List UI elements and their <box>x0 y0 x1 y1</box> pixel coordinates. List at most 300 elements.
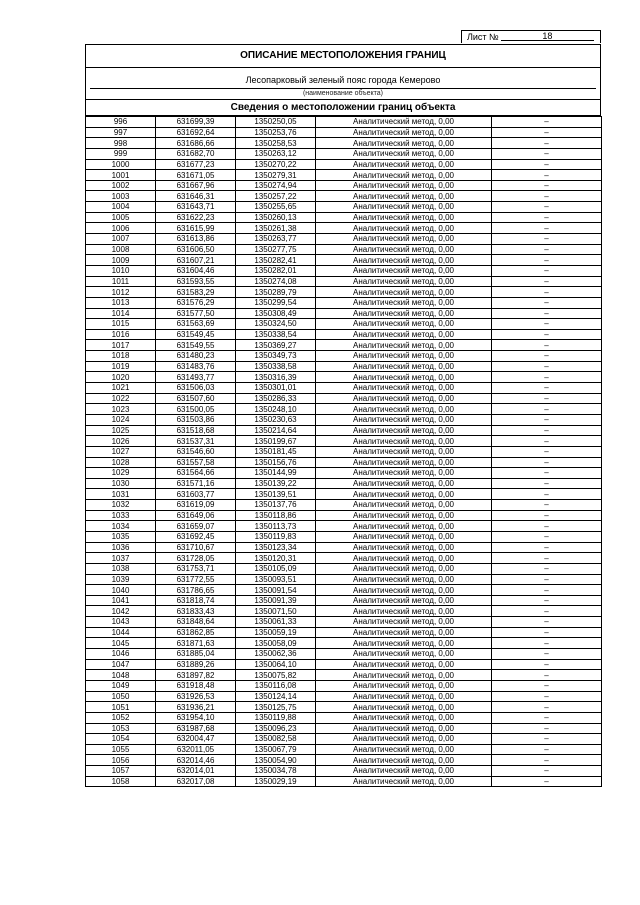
point-number-cell: 1037 <box>86 553 156 564</box>
method-cell: Аналитический метод, 0,00 <box>316 340 492 351</box>
precision-cell: – <box>492 649 602 660</box>
point-number-cell: 1016 <box>86 329 156 340</box>
table-row <box>86 170 602 181</box>
method-cell: Аналитический метод, 0,00 <box>316 766 492 777</box>
point-number-cell: 1008 <box>86 244 156 255</box>
table-row <box>86 127 602 138</box>
precision-cell: – <box>492 457 602 468</box>
x-coordinate-cell: 631613,86 <box>156 234 236 245</box>
method-cell: Аналитический метод, 0,00 <box>316 404 492 415</box>
method-cell: Аналитический метод, 0,00 <box>316 297 492 308</box>
point-number-cell: 1036 <box>86 542 156 553</box>
table-row <box>86 680 602 691</box>
x-coordinate-cell: 631549,55 <box>156 340 236 351</box>
precision-cell: – <box>492 500 602 511</box>
table-row <box>86 553 602 564</box>
method-cell: Аналитический метод, 0,00 <box>316 319 492 330</box>
table-row <box>86 617 602 628</box>
method-cell: Аналитический метод, 0,00 <box>316 457 492 468</box>
precision-cell: – <box>492 276 602 287</box>
table-row <box>86 404 602 415</box>
y-coordinate-cell: 1350248,10 <box>236 404 316 415</box>
table-row <box>86 776 602 787</box>
table-row <box>86 138 602 149</box>
point-number-cell: 1052 <box>86 712 156 723</box>
method-cell: Аналитический метод, 0,00 <box>316 723 492 734</box>
method-cell: Аналитический метод, 0,00 <box>316 148 492 159</box>
y-coordinate-cell: 1350260,13 <box>236 212 316 223</box>
document-header <box>85 44 601 116</box>
x-coordinate-cell: 632017,08 <box>156 776 236 787</box>
x-coordinate-cell: 631885,04 <box>156 649 236 660</box>
method-cell: Аналитический метод, 0,00 <box>316 255 492 266</box>
y-coordinate-cell: 1350214,64 <box>236 425 316 436</box>
table-row <box>86 510 602 521</box>
table-row <box>86 340 602 351</box>
precision-cell: – <box>492 446 602 457</box>
precision-cell: – <box>492 563 602 574</box>
precision-cell: – <box>492 170 602 181</box>
method-cell: Аналитический метод, 0,00 <box>316 468 492 479</box>
precision-cell: – <box>492 393 602 404</box>
x-coordinate-cell: 631564,66 <box>156 468 236 479</box>
method-cell: Аналитический метод, 0,00 <box>316 287 492 298</box>
x-coordinate-cell: 631848,64 <box>156 617 236 628</box>
point-number-cell: 1034 <box>86 521 156 532</box>
x-coordinate-cell: 631710,67 <box>156 542 236 553</box>
method-cell: Аналитический метод, 0,00 <box>316 531 492 542</box>
precision-cell: – <box>492 361 602 372</box>
y-coordinate-cell: 1350257,22 <box>236 191 316 202</box>
method-cell: Аналитический метод, 0,00 <box>316 574 492 585</box>
table-row <box>86 574 602 585</box>
point-number-cell: 1009 <box>86 255 156 266</box>
x-coordinate-cell: 631483,76 <box>156 361 236 372</box>
method-cell: Аналитический метод, 0,00 <box>316 712 492 723</box>
table-row <box>86 159 602 170</box>
x-coordinate-cell: 631546,60 <box>156 446 236 457</box>
point-number-cell: 1044 <box>86 627 156 638</box>
y-coordinate-cell: 1350113,73 <box>236 521 316 532</box>
table-row <box>86 744 602 755</box>
y-coordinate-cell: 1350062,36 <box>236 649 316 660</box>
method-cell: Аналитический метод, 0,00 <box>316 617 492 628</box>
precision-cell: – <box>492 755 602 766</box>
point-number-cell: 1018 <box>86 351 156 362</box>
x-coordinate-cell: 631862,85 <box>156 627 236 638</box>
point-number-cell: 996 <box>86 117 156 128</box>
point-number-cell: 1014 <box>86 308 156 319</box>
precision-cell: – <box>492 255 602 266</box>
method-cell: Аналитический метод, 0,00 <box>316 489 492 500</box>
x-coordinate-cell: 631786,65 <box>156 585 236 596</box>
y-coordinate-cell: 1350199,67 <box>236 436 316 447</box>
table-row <box>86 255 602 266</box>
precision-cell: – <box>492 468 602 479</box>
table-row <box>86 148 602 159</box>
y-coordinate-cell: 1350082,58 <box>236 734 316 745</box>
y-coordinate-cell: 1350299,54 <box>236 297 316 308</box>
method-cell: Аналитический метод, 0,00 <box>316 383 492 394</box>
y-coordinate-cell: 1350230,63 <box>236 414 316 425</box>
y-coordinate-cell: 1350301,01 <box>236 383 316 394</box>
point-number-cell: 1046 <box>86 649 156 660</box>
method-cell: Аналитический метод, 0,00 <box>316 606 492 617</box>
y-coordinate-cell: 1350139,51 <box>236 489 316 500</box>
method-cell: Аналитический метод, 0,00 <box>316 755 492 766</box>
method-cell: Аналитический метод, 0,00 <box>316 478 492 489</box>
precision-cell: – <box>492 351 602 362</box>
x-coordinate-cell: 631604,46 <box>156 265 236 276</box>
table-row <box>86 329 602 340</box>
table-row <box>86 638 602 649</box>
table-row <box>86 383 602 394</box>
table-row <box>86 202 602 213</box>
point-number-cell: 1019 <box>86 361 156 372</box>
x-coordinate-cell: 631677,23 <box>156 159 236 170</box>
y-coordinate-cell: 1350105,09 <box>236 563 316 574</box>
table-row <box>86 180 602 191</box>
point-number-cell: 1050 <box>86 691 156 702</box>
x-coordinate-cell: 631577,50 <box>156 308 236 319</box>
y-coordinate-cell: 1350091,39 <box>236 595 316 606</box>
method-cell: Аналитический метод, 0,00 <box>316 734 492 745</box>
table-row <box>86 649 602 660</box>
point-number-cell: 1005 <box>86 212 156 223</box>
table-row <box>86 372 602 383</box>
table-row <box>86 361 602 372</box>
point-number-cell: 1027 <box>86 446 156 457</box>
table-row <box>86 489 602 500</box>
precision-cell: – <box>492 212 602 223</box>
point-number-cell: 1017 <box>86 340 156 351</box>
table-row <box>86 627 602 638</box>
precision-cell: – <box>492 191 602 202</box>
precision-cell: – <box>492 478 602 489</box>
precision-cell: – <box>492 553 602 564</box>
y-coordinate-cell: 1350124,14 <box>236 691 316 702</box>
point-number-cell: 1028 <box>86 457 156 468</box>
method-cell: Аналитический метод, 0,00 <box>316 138 492 149</box>
precision-cell: – <box>492 414 602 425</box>
table-row <box>86 212 602 223</box>
y-coordinate-cell: 1350139,22 <box>236 478 316 489</box>
x-coordinate-cell: 631987,68 <box>156 723 236 734</box>
table-row <box>86 712 602 723</box>
precision-cell: – <box>492 670 602 681</box>
x-coordinate-cell: 632014,46 <box>156 755 236 766</box>
x-coordinate-cell: 631686,66 <box>156 138 236 149</box>
precision-cell: – <box>492 234 602 245</box>
table-row <box>86 563 602 574</box>
precision-cell: – <box>492 595 602 606</box>
precision-cell: – <box>492 383 602 394</box>
method-cell: Аналитический метод, 0,00 <box>316 223 492 234</box>
method-cell: Аналитический метод, 0,00 <box>316 744 492 755</box>
table-row <box>86 244 602 255</box>
precision-cell: – <box>492 329 602 340</box>
y-coordinate-cell: 1350255,65 <box>236 202 316 213</box>
precision-cell: – <box>492 734 602 745</box>
y-coordinate-cell: 1350120,31 <box>236 553 316 564</box>
precision-cell: – <box>492 287 602 298</box>
y-coordinate-cell: 1350369,27 <box>236 340 316 351</box>
point-number-cell: 1045 <box>86 638 156 649</box>
y-coordinate-cell: 1350282,01 <box>236 265 316 276</box>
x-coordinate-cell: 631772,55 <box>156 574 236 585</box>
method-cell: Аналитический метод, 0,00 <box>316 265 492 276</box>
table-row <box>86 436 602 447</box>
table-row <box>86 457 602 468</box>
table-row <box>86 223 602 234</box>
method-cell: Аналитический метод, 0,00 <box>316 308 492 319</box>
method-cell: Аналитический метод, 0,00 <box>316 680 492 691</box>
x-coordinate-cell: 631649,06 <box>156 510 236 521</box>
precision-cell: – <box>492 117 602 128</box>
point-number-cell: 1015 <box>86 319 156 330</box>
table-row <box>86 308 602 319</box>
precision-cell: – <box>492 617 602 628</box>
y-coordinate-cell: 1350258,53 <box>236 138 316 149</box>
point-number-cell: 1041 <box>86 595 156 606</box>
x-coordinate-cell: 632004,47 <box>156 734 236 745</box>
x-coordinate-cell: 631954,10 <box>156 712 236 723</box>
x-coordinate-cell: 631699,39 <box>156 117 236 128</box>
method-cell: Аналитический метод, 0,00 <box>316 414 492 425</box>
method-cell: Аналитический метод, 0,00 <box>316 521 492 532</box>
precision-cell: – <box>492 202 602 213</box>
y-coordinate-cell: 1350261,38 <box>236 223 316 234</box>
precision-cell: – <box>492 372 602 383</box>
table-row <box>86 691 602 702</box>
point-number-cell: 1032 <box>86 500 156 511</box>
method-cell: Аналитический метод, 0,00 <box>316 361 492 372</box>
x-coordinate-cell: 631897,82 <box>156 670 236 681</box>
point-number-cell: 1031 <box>86 489 156 500</box>
x-coordinate-cell: 631643,71 <box>156 202 236 213</box>
precision-cell: – <box>492 776 602 787</box>
y-coordinate-cell: 1350308,49 <box>236 308 316 319</box>
point-number-cell: 1021 <box>86 383 156 394</box>
method-cell: Аналитический метод, 0,00 <box>316 446 492 457</box>
table-row <box>86 234 602 245</box>
y-coordinate-cell: 1350253,76 <box>236 127 316 138</box>
y-coordinate-cell: 1350263,77 <box>236 234 316 245</box>
x-coordinate-cell: 631537,31 <box>156 436 236 447</box>
precision-cell: – <box>492 627 602 638</box>
x-coordinate-cell: 631563,69 <box>156 319 236 330</box>
method-cell: Аналитический метод, 0,00 <box>316 351 492 362</box>
method-cell: Аналитический метод, 0,00 <box>316 659 492 670</box>
point-number-cell: 999 <box>86 148 156 159</box>
y-coordinate-cell: 1350279,31 <box>236 170 316 181</box>
method-cell: Аналитический метод, 0,00 <box>316 329 492 340</box>
method-cell: Аналитический метод, 0,00 <box>316 127 492 138</box>
y-coordinate-cell: 1350277,75 <box>236 244 316 255</box>
point-number-cell: 1048 <box>86 670 156 681</box>
precision-cell: – <box>492 138 602 149</box>
method-cell: Аналитический метод, 0,00 <box>316 180 492 191</box>
precision-cell: – <box>492 489 602 500</box>
table-row <box>86 734 602 745</box>
method-cell: Аналитический метод, 0,00 <box>316 670 492 681</box>
x-coordinate-cell: 631926,53 <box>156 691 236 702</box>
x-coordinate-cell: 631493,77 <box>156 372 236 383</box>
table-row <box>86 478 602 489</box>
point-number-cell: 1049 <box>86 680 156 691</box>
method-cell: Аналитический метод, 0,00 <box>316 702 492 713</box>
precision-cell: – <box>492 691 602 702</box>
table-row <box>86 297 602 308</box>
method-cell: Аналитический метод, 0,00 <box>316 393 492 404</box>
point-number-cell: 1043 <box>86 617 156 628</box>
table-row <box>86 766 602 777</box>
y-coordinate-cell: 1350064,10 <box>236 659 316 670</box>
table-row <box>86 500 602 511</box>
table-row <box>86 414 602 425</box>
precision-cell: – <box>492 308 602 319</box>
y-coordinate-cell: 1350096,23 <box>236 723 316 734</box>
y-coordinate-cell: 1350289,79 <box>236 287 316 298</box>
point-number-cell: 1012 <box>86 287 156 298</box>
x-coordinate-cell: 631833,43 <box>156 606 236 617</box>
table-row <box>86 595 602 606</box>
x-coordinate-cell: 631692,64 <box>156 127 236 138</box>
precision-cell: – <box>492 723 602 734</box>
method-cell: Аналитический метод, 0,00 <box>316 117 492 128</box>
point-number-cell: 1007 <box>86 234 156 245</box>
point-number-cell: 1047 <box>86 659 156 670</box>
table-row <box>86 287 602 298</box>
y-coordinate-cell: 1350116,08 <box>236 680 316 691</box>
x-coordinate-cell: 631871,63 <box>156 638 236 649</box>
method-cell: Аналитический метод, 0,00 <box>316 372 492 383</box>
y-coordinate-cell: 1350071,50 <box>236 606 316 617</box>
table-row <box>86 531 602 542</box>
table-row <box>86 393 602 404</box>
y-coordinate-cell: 1350156,76 <box>236 457 316 468</box>
x-coordinate-cell: 631607,21 <box>156 255 236 266</box>
precision-cell: – <box>492 127 602 138</box>
y-coordinate-cell: 1350118,86 <box>236 510 316 521</box>
x-coordinate-cell: 631692,45 <box>156 531 236 542</box>
table-row <box>86 702 602 713</box>
point-number-cell: 1058 <box>86 776 156 787</box>
coordinates-table <box>85 116 602 787</box>
method-cell: Аналитический метод, 0,00 <box>316 553 492 564</box>
point-number-cell: 1056 <box>86 755 156 766</box>
x-coordinate-cell: 631593,55 <box>156 276 236 287</box>
y-coordinate-cell: 1350075,82 <box>236 670 316 681</box>
table-row <box>86 521 602 532</box>
precision-cell: – <box>492 702 602 713</box>
point-number-cell: 998 <box>86 138 156 149</box>
point-number-cell: 1000 <box>86 159 156 170</box>
table-row <box>86 117 602 128</box>
method-cell: Аналитический метод, 0,00 <box>316 595 492 606</box>
y-coordinate-cell: 1350324,50 <box>236 319 316 330</box>
document-page <box>85 30 601 787</box>
precision-cell: – <box>492 744 602 755</box>
precision-cell: – <box>492 585 602 596</box>
y-coordinate-cell: 1350338,54 <box>236 329 316 340</box>
precision-cell: – <box>492 712 602 723</box>
precision-cell: – <box>492 180 602 191</box>
x-coordinate-cell: 631557,58 <box>156 457 236 468</box>
x-coordinate-cell: 631646,31 <box>156 191 236 202</box>
point-number-cell: 1029 <box>86 468 156 479</box>
method-cell: Аналитический метод, 0,00 <box>316 542 492 553</box>
sheet-number-box <box>461 30 601 43</box>
precision-cell: – <box>492 404 602 415</box>
point-number-cell: 1013 <box>86 297 156 308</box>
method-cell: Аналитический метод, 0,00 <box>316 170 492 181</box>
y-coordinate-cell: 1350119,88 <box>236 712 316 723</box>
precision-cell: – <box>492 659 602 670</box>
table-row <box>86 446 602 457</box>
y-coordinate-cell: 1350123,34 <box>236 542 316 553</box>
x-coordinate-cell: 631571,16 <box>156 478 236 489</box>
table-row <box>86 276 602 287</box>
y-coordinate-cell: 1350349,73 <box>236 351 316 362</box>
x-coordinate-cell: 631728,05 <box>156 553 236 564</box>
y-coordinate-cell: 1350034,78 <box>236 766 316 777</box>
document-title: ОПИСАНИЕ МЕСТОПОЛОЖЕНИЯ ГРАНИЦ <box>86 45 600 68</box>
precision-cell: – <box>492 265 602 276</box>
y-coordinate-cell: 1350058,09 <box>236 638 316 649</box>
method-cell: Аналитический метод, 0,00 <box>316 500 492 511</box>
method-cell: Аналитический метод, 0,00 <box>316 776 492 787</box>
y-coordinate-cell: 1350059,19 <box>236 627 316 638</box>
table-row <box>86 542 602 553</box>
y-coordinate-cell: 1350250,05 <box>236 117 316 128</box>
table-row <box>86 319 602 330</box>
sheet-number: 18 <box>501 31 594 41</box>
method-cell: Аналитический метод, 0,00 <box>316 585 492 596</box>
coordinates-table-body <box>86 117 602 787</box>
precision-cell: – <box>492 148 602 159</box>
x-coordinate-cell: 631889,26 <box>156 659 236 670</box>
method-cell: Аналитический метод, 0,00 <box>316 234 492 245</box>
table-row <box>86 755 602 766</box>
y-coordinate-cell: 1350274,08 <box>236 276 316 287</box>
table-row <box>86 265 602 276</box>
point-number-cell: 1026 <box>86 436 156 447</box>
method-cell: Аналитический метод, 0,00 <box>316 563 492 574</box>
x-coordinate-cell: 631518,68 <box>156 425 236 436</box>
point-number-cell: 1004 <box>86 202 156 213</box>
point-number-cell: 1022 <box>86 393 156 404</box>
y-coordinate-cell: 1350282,41 <box>236 255 316 266</box>
precision-cell: – <box>492 159 602 170</box>
precision-cell: – <box>492 510 602 521</box>
precision-cell: – <box>492 340 602 351</box>
object-name: Лесопарковый зеленый пояс города Кемерово <box>245 75 441 85</box>
method-cell: Аналитический метод, 0,00 <box>316 436 492 447</box>
point-number-cell: 1024 <box>86 414 156 425</box>
point-number-cell: 1055 <box>86 744 156 755</box>
y-coordinate-cell: 1350338,58 <box>236 361 316 372</box>
x-coordinate-cell: 631506,03 <box>156 383 236 394</box>
table-row <box>86 585 602 596</box>
x-coordinate-cell: 631682,70 <box>156 148 236 159</box>
y-coordinate-cell: 1350144,99 <box>236 468 316 479</box>
precision-cell: – <box>492 606 602 617</box>
y-coordinate-cell: 1350137,76 <box>236 500 316 511</box>
method-cell: Аналитический метод, 0,00 <box>316 638 492 649</box>
precision-cell: – <box>492 638 602 649</box>
x-coordinate-cell: 631606,50 <box>156 244 236 255</box>
